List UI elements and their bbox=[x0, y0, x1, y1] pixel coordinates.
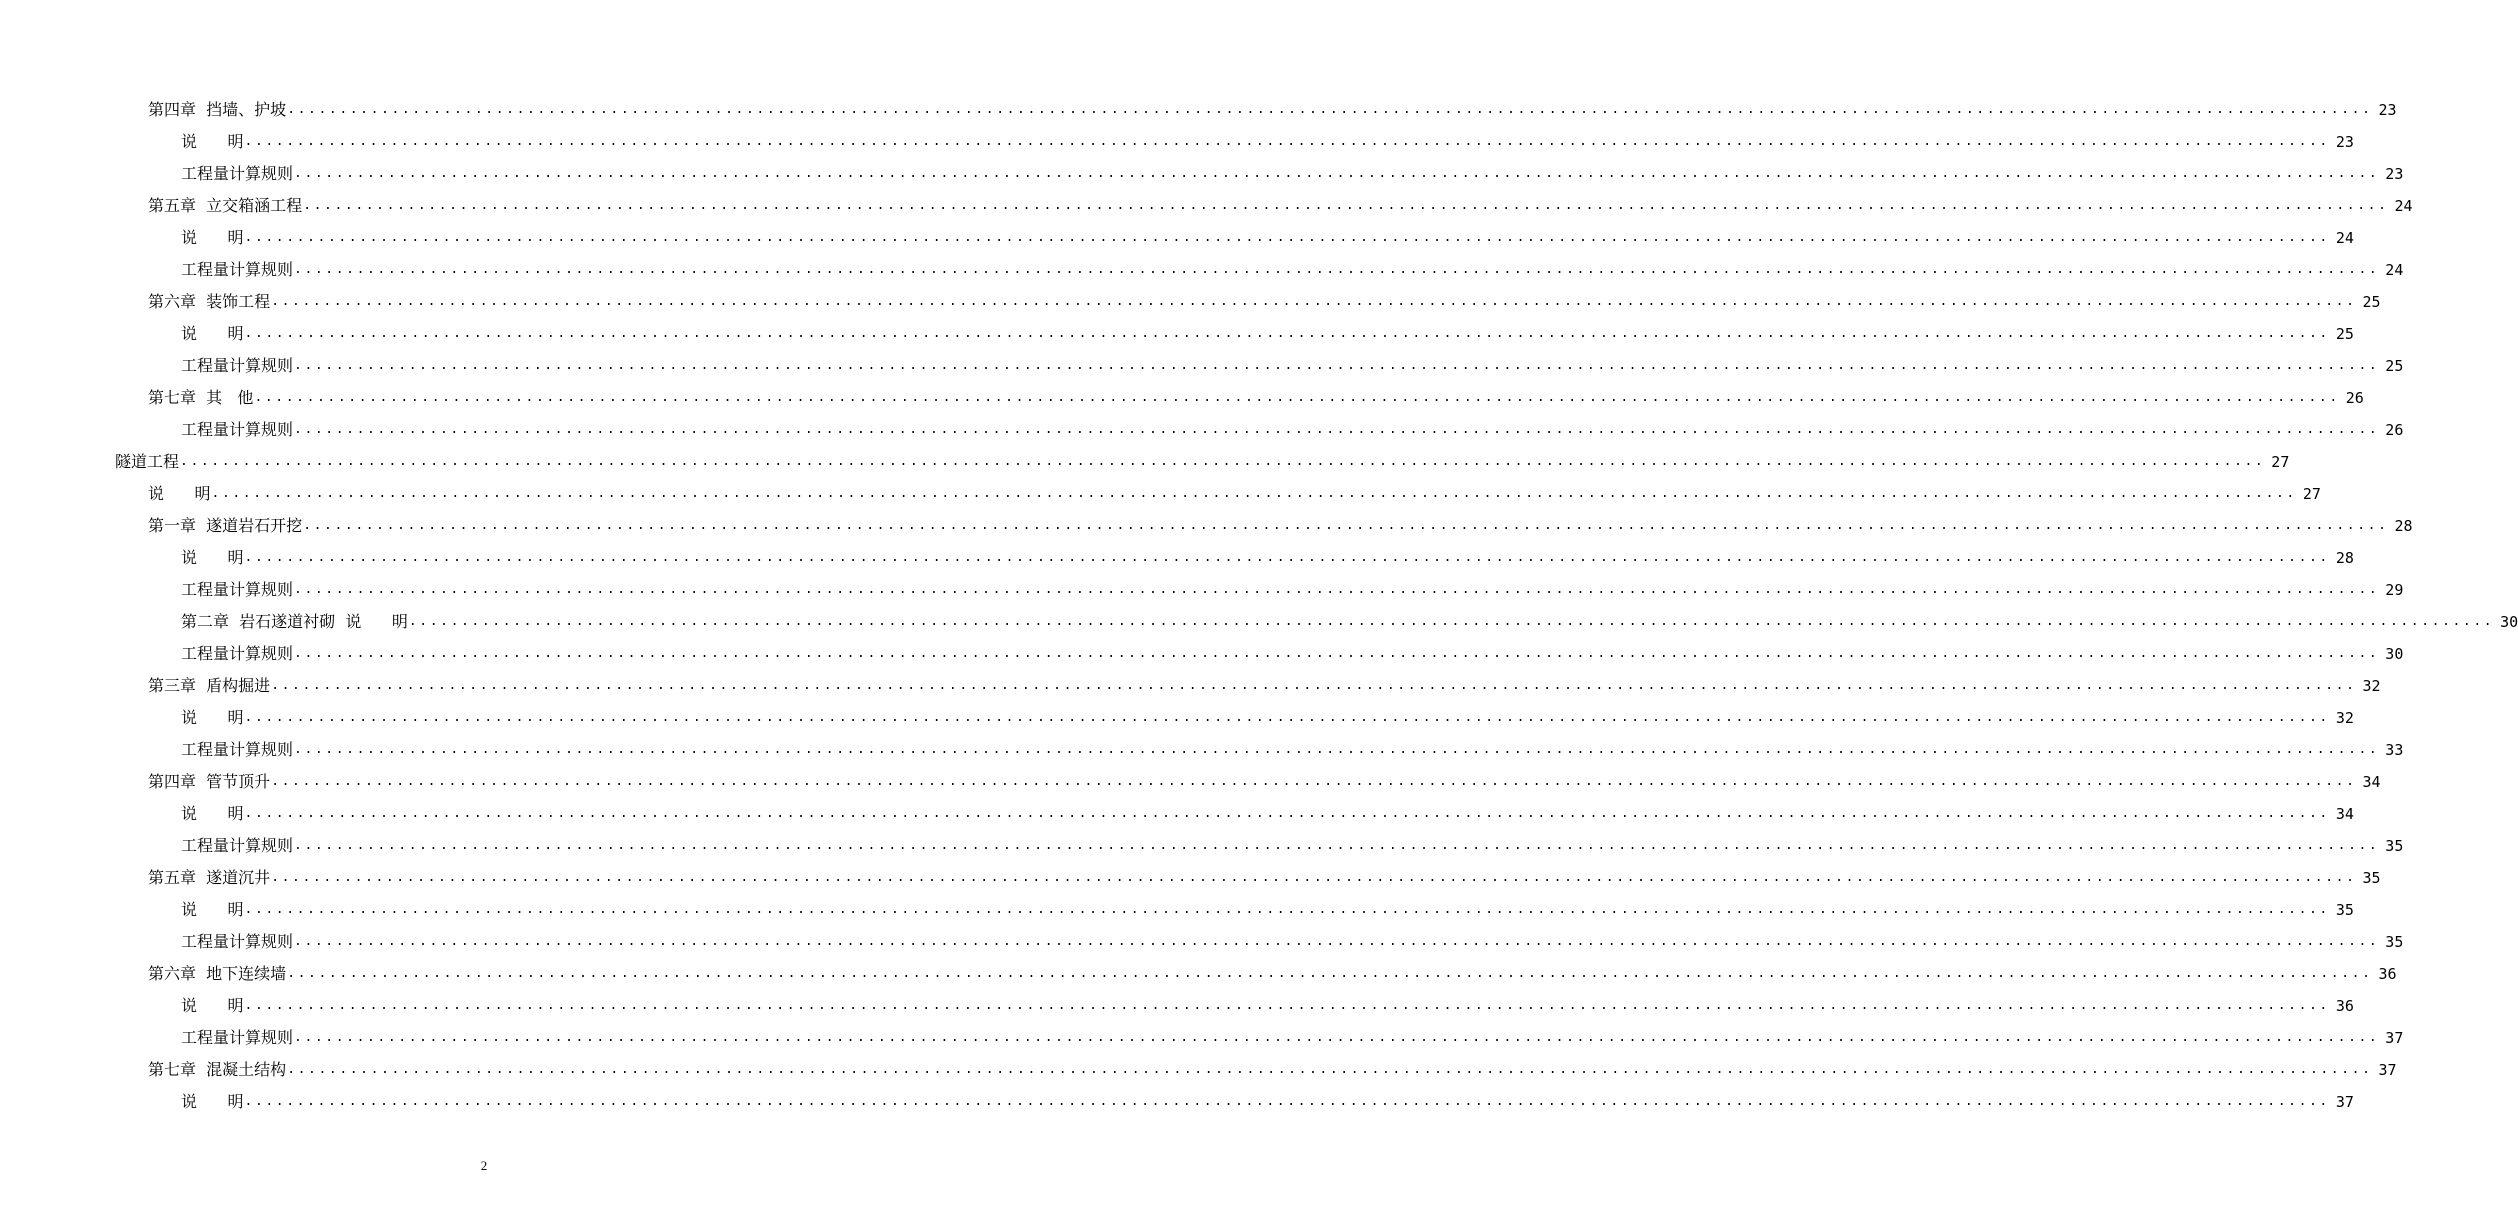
toc-entry-title: 说 明 bbox=[181, 900, 244, 919]
toc-dot-leader: ........................................................................................................................................................................................................ bbox=[294, 582, 2380, 597]
toc-entry[interactable] bbox=[0, 574, 2404, 606]
toc-entry[interactable] bbox=[0, 190, 2413, 222]
toc-entry-page: 28 bbox=[2394, 517, 2413, 535]
toc-entry-page: 24 bbox=[2385, 261, 2404, 279]
toc-entry[interactable] bbox=[0, 542, 2354, 574]
toc-entry-title: 第六章 装饰工程 bbox=[148, 292, 271, 311]
toc-entry-title: 第三章 盾构掘进 bbox=[148, 676, 271, 695]
toc-entry-title: 说 明 bbox=[181, 228, 244, 247]
toc-dot-leader: ........................................................................................................................................................................................................ bbox=[244, 710, 2330, 725]
toc-dot-leader: ........................................................................................................................................................................................................ bbox=[294, 1030, 2380, 1045]
toc-dot-leader: ........................................................................................................................................................................................................ bbox=[271, 774, 2357, 789]
page-number: 2 bbox=[480, 1158, 488, 1173]
toc-dot-leader: ........................................................................................................................................................................................................ bbox=[244, 230, 2330, 245]
toc-entry[interactable] bbox=[0, 670, 2381, 702]
toc-entry[interactable] bbox=[0, 446, 2290, 478]
toc-entry-page: 26 bbox=[2345, 389, 2364, 407]
toc-dot-leader: ........................................................................................................................................................................................................ bbox=[294, 742, 2380, 757]
toc-entry-page: 28 bbox=[2335, 549, 2354, 567]
toc-entry-title: 第七章 混凝土结构 bbox=[148, 1060, 287, 1079]
toc-dot-leader: ........................................................................................................................................................................................................ bbox=[408, 614, 2495, 629]
toc-entry-title: 第四章 管节顶升 bbox=[148, 772, 271, 791]
toc-entry[interactable] bbox=[0, 94, 2397, 126]
toc-entry[interactable] bbox=[0, 830, 2404, 862]
toc-dot-leader: ........................................................................................................................................................................................................ bbox=[271, 678, 2357, 693]
toc-entry-title: 隧道工程 bbox=[115, 452, 180, 471]
toc-dot-leader: ........................................................................................................................................................................................................ bbox=[244, 326, 2330, 341]
toc-entry-title: 说 明 bbox=[181, 708, 244, 727]
toc-entry-page: 26 bbox=[2385, 421, 2404, 439]
toc-dot-leader: ........................................................................................................................................................................................................ bbox=[211, 486, 2297, 501]
toc-entry-page: 30 bbox=[2500, 613, 2518, 631]
toc-dot-leader: ........................................................................................................................................................................................................ bbox=[294, 166, 2380, 181]
toc-entry[interactable] bbox=[0, 510, 2413, 542]
toc-entry[interactable] bbox=[0, 414, 2404, 446]
toc-entry[interactable] bbox=[0, 958, 2397, 990]
toc-dot-leader: ........................................................................................................................................................................................................ bbox=[294, 646, 2380, 661]
toc-entry-title: 第二章 岩石遂道衬砌 说 明 bbox=[181, 612, 408, 631]
toc-dot-leader: ........................................................................................................................................................................................................ bbox=[244, 1094, 2330, 1109]
toc-entry-page: 27 bbox=[2271, 453, 2290, 471]
toc-entry-page: 36 bbox=[2378, 965, 2397, 983]
toc-entry[interactable] bbox=[0, 606, 2518, 638]
toc-entry-page: 24 bbox=[2335, 229, 2354, 247]
toc-entry-title: 工程量计算规则 bbox=[181, 932, 294, 951]
toc-entry-page: 35 bbox=[2335, 901, 2354, 919]
toc-entry[interactable] bbox=[0, 318, 2354, 350]
toc-entry-title: 工程量计算规则 bbox=[181, 1028, 294, 1047]
toc-entry-title: 工程量计算规则 bbox=[181, 580, 294, 599]
toc-entry-title: 第四章 挡墙、护坡 bbox=[148, 100, 287, 119]
toc-entry-page: 34 bbox=[2335, 805, 2354, 823]
toc-entry[interactable] bbox=[0, 222, 2354, 254]
toc-entry[interactable] bbox=[0, 638, 2404, 670]
toc-dot-leader: ........................................................................................................................................................................................................ bbox=[244, 550, 2330, 565]
toc-entry[interactable] bbox=[0, 254, 2404, 286]
toc-dot-leader: ........................................................................................................................................................................................................ bbox=[271, 870, 2357, 885]
toc-entry-page: 23 bbox=[2378, 101, 2397, 119]
toc-entry-page: 34 bbox=[2362, 773, 2381, 791]
toc-entry[interactable] bbox=[0, 798, 2354, 830]
toc-entry-title: 说 明 bbox=[181, 1092, 244, 1111]
toc-entry-title: 工程量计算规则 bbox=[181, 644, 294, 663]
toc-dot-leader: ........................................................................................................................................................................................................ bbox=[303, 198, 2389, 213]
toc-dot-leader: ........................................................................................................................................................................................................ bbox=[294, 934, 2380, 949]
toc-dot-leader: ........................................................................................................................................................................................................ bbox=[244, 998, 2330, 1013]
toc-entry[interactable] bbox=[0, 894, 2354, 926]
toc-entry-page: 36 bbox=[2335, 997, 2354, 1015]
toc-dot-leader: ........................................................................................................................................................................................................ bbox=[303, 518, 2389, 533]
toc-dot-leader: ........................................................................................................................................................................................................ bbox=[287, 102, 2373, 117]
toc-entry-title: 第七章 其 他 bbox=[148, 388, 254, 407]
toc-entry-page: 25 bbox=[2335, 325, 2354, 343]
toc-entry[interactable] bbox=[0, 926, 2404, 958]
toc-entry-title: 工程量计算规则 bbox=[181, 164, 294, 183]
toc-entry[interactable] bbox=[0, 126, 2354, 158]
toc-dot-leader: ........................................................................................................................................................................................................ bbox=[294, 422, 2380, 437]
toc-entry[interactable] bbox=[0, 766, 2381, 798]
toc-entry-page: 25 bbox=[2362, 293, 2381, 311]
toc-entry[interactable] bbox=[0, 1086, 2354, 1118]
toc-dot-leader: ........................................................................................................................................................................................................ bbox=[294, 262, 2380, 277]
toc-entry-page: 35 bbox=[2385, 933, 2404, 951]
toc-entry-page: 25 bbox=[2385, 357, 2404, 375]
toc-entry[interactable] bbox=[0, 1054, 2397, 1086]
toc-entry-page: 37 bbox=[2385, 1029, 2404, 1047]
toc-entry-page: 33 bbox=[2385, 741, 2404, 759]
toc-entry-page: 23 bbox=[2385, 165, 2404, 183]
toc-entry-title: 说 明 bbox=[181, 324, 244, 343]
toc-entry-title: 第一章 遂道岩石开挖 bbox=[148, 516, 303, 535]
toc-entry[interactable] bbox=[0, 734, 2404, 766]
toc-entry-title: 说 明 bbox=[181, 804, 244, 823]
toc-dot-leader: ........................................................................................................................................................................................................ bbox=[287, 1062, 2373, 1077]
toc-entry-title: 第五章 遂道沉井 bbox=[148, 868, 271, 887]
toc-dot-leader: ........................................................................................................................................................................................................ bbox=[244, 134, 2330, 149]
toc-entry[interactable] bbox=[0, 702, 2354, 734]
toc-entry-title: 工程量计算规则 bbox=[181, 260, 294, 279]
toc-entry-page: 37 bbox=[2335, 1093, 2354, 1111]
toc-entry-page: 24 bbox=[2394, 197, 2413, 215]
toc-entry-page: 23 bbox=[2335, 133, 2354, 151]
toc-entry-title: 说 明 bbox=[181, 132, 244, 151]
toc-dot-leader: ........................................................................................................................................................................................................ bbox=[294, 838, 2380, 853]
toc-dot-leader: ........................................................................................................................................................................................................ bbox=[254, 390, 2340, 405]
toc-entry-page: 35 bbox=[2385, 837, 2404, 855]
toc-dot-leader: ........................................................................................................................................................................................................ bbox=[244, 902, 2330, 917]
toc-entry[interactable] bbox=[0, 350, 2404, 382]
toc-entry[interactable] bbox=[0, 990, 2354, 1022]
toc-entry-title: 工程量计算规则 bbox=[181, 836, 294, 855]
toc-entry-title: 说 明 bbox=[181, 996, 244, 1015]
toc-entry-title: 工程量计算规则 bbox=[181, 420, 294, 439]
toc-entry[interactable] bbox=[0, 862, 2381, 894]
toc-entry[interactable] bbox=[0, 158, 2404, 190]
toc-dot-leader: ........................................................................................................................................................................................................ bbox=[271, 294, 2357, 309]
toc-entry-title: 说 明 bbox=[148, 484, 211, 503]
toc-entry-title: 第五章 立交箱涵工程 bbox=[148, 196, 303, 215]
toc-dot-leader: ........................................................................................................................................................................................................ bbox=[294, 358, 2380, 373]
toc-entry-page: 35 bbox=[2362, 869, 2381, 887]
toc-dot-leader: ........................................................................................................................................................................................................ bbox=[180, 454, 2266, 469]
toc-entry[interactable] bbox=[0, 1022, 2404, 1054]
toc-entry-page: 37 bbox=[2378, 1061, 2397, 1079]
toc-entry-page: 32 bbox=[2362, 677, 2381, 695]
toc-entry-title: 工程量计算规则 bbox=[181, 740, 294, 759]
toc-entry[interactable] bbox=[0, 382, 2364, 414]
toc-entry-page: 30 bbox=[2385, 645, 2404, 663]
toc-entry-page: 32 bbox=[2335, 709, 2354, 727]
toc-entry[interactable] bbox=[0, 286, 2381, 318]
toc-entry-title: 第六章 地下连续墙 bbox=[148, 964, 287, 983]
toc-dot-leader: ........................................................................................................................................................................................................ bbox=[287, 966, 2373, 981]
toc-entry-page: 27 bbox=[2302, 485, 2321, 503]
toc-entry-title: 工程量计算规则 bbox=[181, 356, 294, 375]
toc-entry-page: 29 bbox=[2385, 581, 2404, 599]
toc-entry-title: 说 明 bbox=[181, 548, 244, 567]
toc-entry[interactable] bbox=[0, 478, 2321, 510]
table-of-contents bbox=[0, 94, 2518, 1118]
toc-dot-leader: ........................................................................................................................................................................................................ bbox=[244, 806, 2330, 821]
